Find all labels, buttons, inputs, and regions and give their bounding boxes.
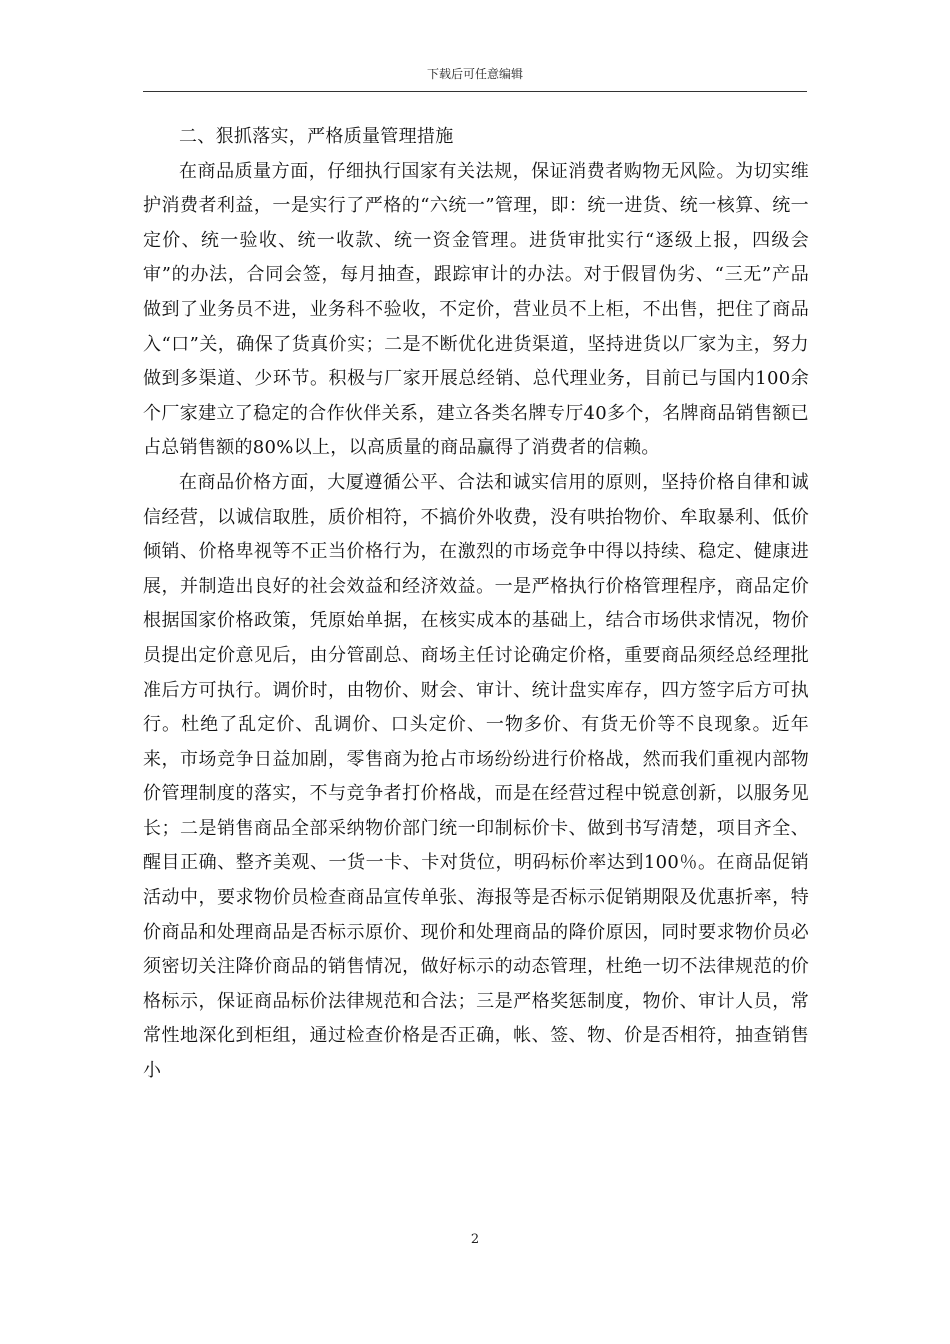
paragraph-quality: 在商品质量方面，仔细执行国家有关法规，保证消费者购物无风险。为切实维护消费者利益，一是实行了严格的“六统一”管理，即：统一进货、统一核算、统一定价、统一验收、统一收款、统一资金管理。进货审批实行“逐级上报，四级会审”的办法，合同会签，每月抽查，跟踪审计的办法。对于假冒伪劣、“三无”产品做到了业务员不进，业务科不验收，不定价，营业员不上柜，不出售，把住了商品入“口”关，确保了货真价实；二是不断优化进货渠道，坚持进货以厂家为主，努力做到多渠道、少环节。积极与厂家开展总经销、总代理业务，目前已与国内100余个厂家建立了稳定的合作伙伴关系，建立各类名牌专厅40多个，名牌商品销售额已占总销售额的80%以上，以高质量的商品赢得了消费者的信赖。 — [143, 160, 809, 459]
page-header: 下载后可任意编辑 — [426, 67, 523, 81]
header-divider — [143, 91, 807, 92]
section-heading: 二、狠抓落实，严格质量管理措施 — [179, 126, 454, 147]
document-body — [143, 120, 809, 1089]
paragraph-price: 在商品价格方面，大厦遵循公平、合法和诚实信用的原则，坚持价格自律和诚信经营，以诚信取胜，质价相符，不搞价外收费，没有哄抬物价、牟取暴利、低价倾销、价格卑视等不正当价格行为，在激烈的市场竞争中得以持续、稳定、健康进展，并制造出良好的社会效益和经济效益。一是严格执行价格管理程序，商品定价根据国家价格政策，凭原始单据，在核实成本的基础上，结合市场供求情况，物价员提出定价意见后，由分管副总、商场主任讨论确定价格，重要商品须经总经理批准后方可执行。调价时，由物价、财会、审计、统计盘实库存，四方签字后方可执行。杜绝了乱定价、乱调价、口头定价、一物多价、有货无价等不良现象。近年来，市场竞争日益加剧，零售商为抢占市场纷纷进行价格战，然而我们重视内部物价管理制度的落实，不与竞争者打价格战，而是在经营过程中锐意创新，以服务见长；二是销售商品全部采纳物价部门统一印制标价卡、做到书写清楚，项目齐全、醒目正确、整齐美观、一货一卡、卡对货位，明码标价率达到100％。在商品促销活动中，要求物价员检查商品宣传单张、海报等是否标示促销期限及优惠折率，特价商品和处理商品是否标示原价、现价和处理商品的降价原因，同时要求物价员必须密切关注降价商品的销售情况，做好标示的动态管理，杜绝一切不法律规范的价格标示，保证商品标价法律规范和合法；三是严格奖惩制度，物价、审计人员，常常性地深化到柜组，通过检查价格是否正确，帐、签、物、价是否相符，抽查销售小 — [143, 471, 809, 1082]
page-number: 2 — [470, 1232, 480, 1247]
